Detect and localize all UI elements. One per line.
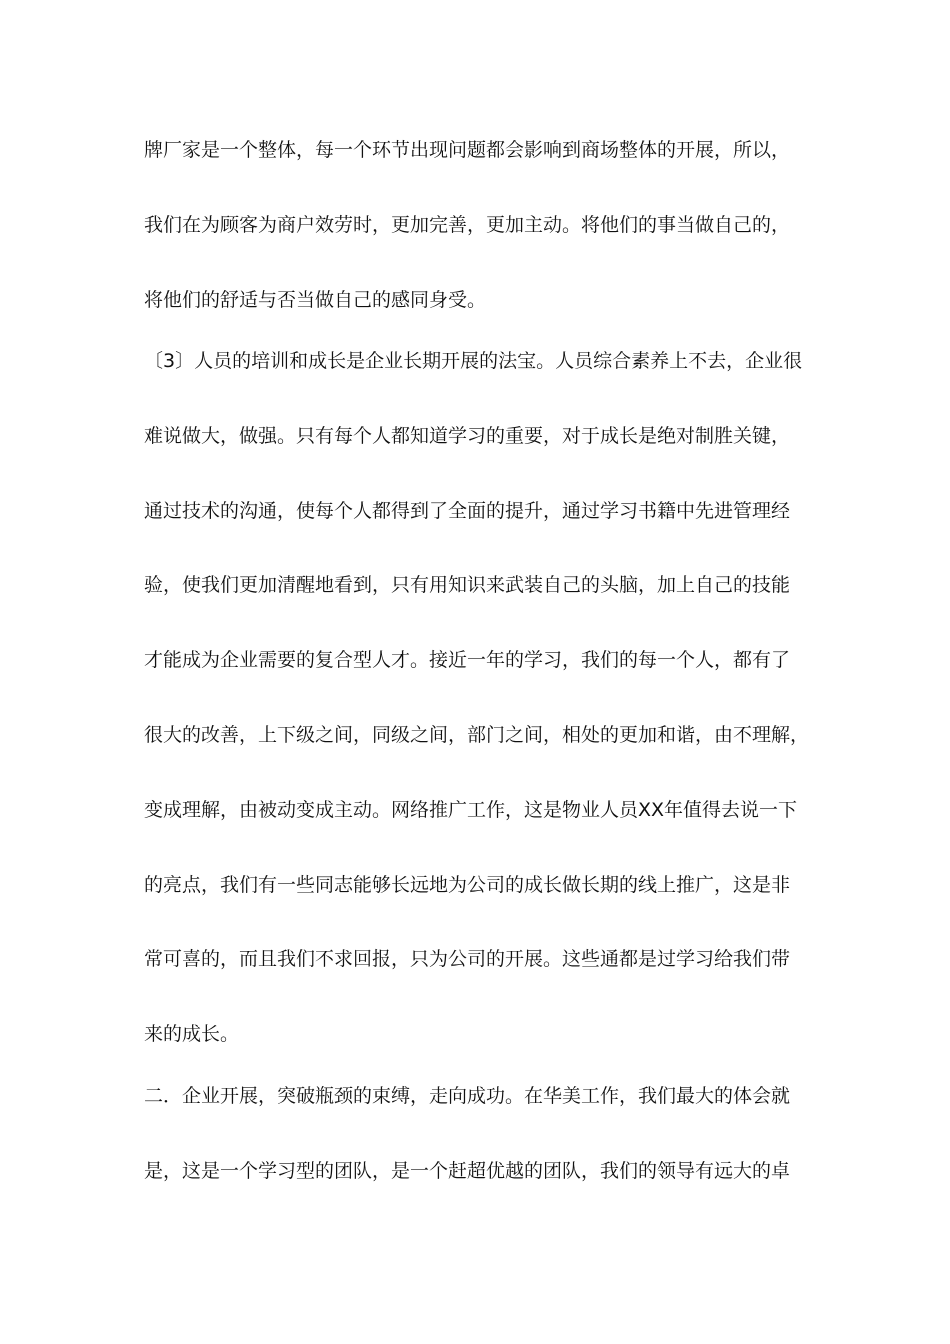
text-line: 〔3〕人员的培训和成长是企业长期开展的法宝。人员综合素养上不去，企业很 bbox=[144, 350, 803, 372]
text-line: 常可喜的，而且我们不求回报，只为公司的开展。这些通都是过学习给我们带 bbox=[144, 948, 791, 970]
text-line: 二．企业开展，突破瓶颈的束缚，走向成功。在华美工作，我们最大的体会就 bbox=[144, 1085, 791, 1107]
text-line: 很大的改善，上下级之间，同级之间，部门之间，相处的更加和谐，由不理解， bbox=[144, 724, 810, 746]
text-line: 的亮点，我们有一些同志能够长远地为公司的成长做长期的线上推广，这是非 bbox=[144, 874, 791, 896]
text-line: 难说做大，做强。只有每个人都知道学习的重要，对于成长是绝对制胜关键， bbox=[144, 425, 791, 447]
text-line: 牌厂家是一个整体，每一个环节出现问题都会影响到商场整体的开展，所以， bbox=[144, 139, 791, 161]
text-line: 通过技术的沟通，使每个人都得到了全面的提升，通过学习书籍中先进管理经 bbox=[144, 500, 791, 522]
text-line: 我们在为顾客为商户效劳时，更加完善，更加主动。将他们的事当做自己的， bbox=[144, 214, 791, 236]
text-line: 是，这是一个学习型的团队，是一个赶超优越的团队，我们的领导有远大的卓 bbox=[144, 1160, 791, 1182]
text-line: 将他们的舒适与否当做自己的感同身受。 bbox=[144, 289, 487, 311]
text-line: 验，使我们更加清醒地看到，只有用知识来武装自己的头脑，加上自己的技能 bbox=[144, 574, 791, 596]
text-line: 来的成长。 bbox=[144, 1023, 240, 1045]
text-line: 才能成为企业需要的复合型人才。接近一年的学习，我们的每一个人，都有了 bbox=[144, 649, 791, 671]
text-line: 变成理解，由被动变成主动。网络推广工作，这是物业人员XX年值得去说一下 bbox=[144, 799, 798, 821]
